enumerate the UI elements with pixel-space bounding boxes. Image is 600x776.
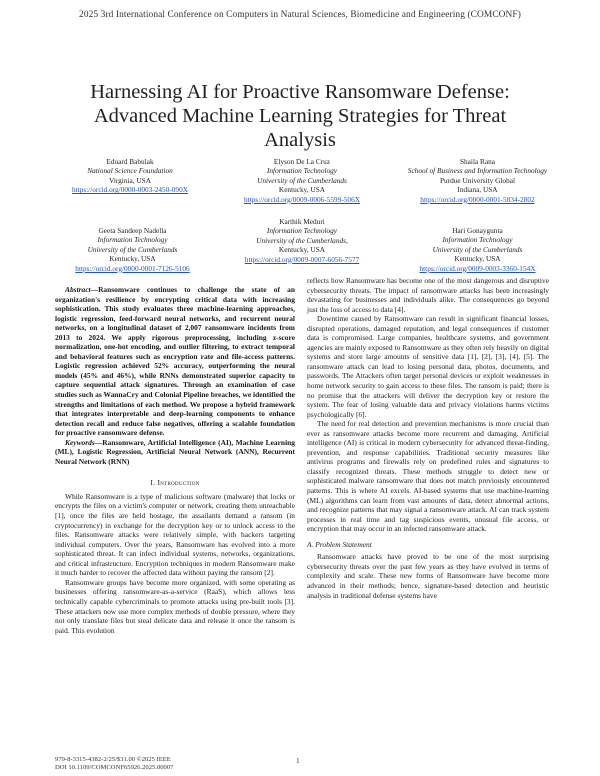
right-column [307, 276, 549, 600]
footer-ids [55, 756, 173, 772]
author-dept: Information Technology [266, 166, 338, 176]
keywords-text: Ransomware, Artificial Intelligence (AI), Machine Learning (ML), Logistic Regression, Artificial Neural Network (ANN), Recurrent Neural Network (RNN) [55, 437, 295, 466]
conference-header: 2025 3rd International Conference on Computers in Natural Sciences, Biomedicine and Engineering (COMCONF) [79, 10, 521, 20]
author-dept: School of Business and Information Technology [407, 166, 548, 176]
author-block-6 [395, 226, 560, 273]
page-number: 1 [296, 757, 300, 765]
author-name: Shaila Rana [459, 157, 496, 166]
keywords [55, 438, 295, 467]
paragraph: Downtime caused by Ransomware can result in significant financial losses, disrupted operations, damaged reputation, and legal consequences if customer data is compromised. Large companies, healthcare systems, and government agencies are mainly exposed to Ransomware as they often rely heavily on digital systems and store large amounts of sensitive data [1], [2], [3], [4], [5]. The ransomware attack can lead to losing personal data, photos, documents, and passwords. The Attackers often target personal devices or exploit weaknesses in home network security to gain access to these files. The ransom is paid; there is no promise that the attackers will deliver the decryption key or restore the system. The fear of losing valuable data and privacy violations harms victims psychologically [6]. [307, 314, 549, 419]
author-block-2 [222, 157, 382, 204]
author-orcid-link[interactable]: https://orcid.org/0000-0001-5834-2802 [420, 194, 535, 204]
author-dept: Information Technology [97, 235, 168, 245]
author-location: Virginia, USA [109, 175, 151, 185]
author-orcid-link[interactable]: https://orcid.org/0000-0001-7126-5106 [75, 263, 190, 273]
keywords-label: Keywords— [65, 437, 103, 447]
subsection-heading-problem-statement: A. Problem Statement [307, 539, 372, 549]
left-column [55, 285, 295, 635]
author-orcid-link[interactable]: https://orcid.org/0009-0007-6056-7577 [244, 254, 360, 264]
author-location: Kentucky, USA [278, 245, 326, 255]
author-orcid-link[interactable]: https://orcid.org/0009-0003-3360-154X [419, 263, 536, 273]
author-org: University of the Cumberlands, [256, 235, 348, 245]
author-name: Hari Gonaygunta [452, 226, 503, 235]
author-block-3 [395, 157, 560, 204]
author-org: University of the Cumberlands [87, 244, 178, 254]
author-org: University of the Cumberlands [257, 175, 347, 185]
paragraph: Ransomware attacks have proved to be one of the most surprising cybersecurity threats over the past few years as they have evolved in terms of complexity and scale. These new forms of Ransomware have become more advanced in their methods; hence, signature-based detection and heuristic analysis in traditional defense systems have [307, 552, 549, 600]
author-name: Geeta Sandeep Nadella [98, 226, 167, 235]
author-dept: National Science Foundation [87, 166, 173, 176]
paragraph: Ransomware groups have become more organized, with some operating as businesses offering ransomware-as-a-service (RaaS), which allows less technically capable cybercriminals to promote attacks using pre-built tools [3]. These attackers now use more complex methods of double pressure, where they not only translate files but steal delicate data and release it once the ransom is paid. This evolution [55, 577, 295, 635]
author-org: University of the Cumberlands [432, 244, 523, 254]
author-location: Kentucky, USA [454, 254, 501, 264]
footer-doi: DOI 10.1109/COMCONF65926.2025.00007 [55, 764, 174, 772]
author-orcid-link[interactable]: https://orcid.org/0009-0006-5599-506X [244, 194, 360, 204]
author-location: Kentucky, USA [278, 185, 326, 195]
abstract-label: Abstract— [65, 285, 99, 294]
footer-isbn: 979-8-3315-4382-2/25/$31.00 ©2025 IEEE [55, 756, 171, 763]
author-dept: Information Technology [266, 226, 338, 236]
author-name: Elyson De La Cruz [273, 157, 331, 166]
author-block-4 [55, 226, 210, 273]
paragraph: While Ransomware is a type of malicious software (malware) that locks or encrypts the files on a victim's computer or network, creating them unreachable [1], once the files are held hostage, the assailants demand a ransom (in cryptocurrency) in exchange for the decryption key or to unlock access to the files. Ransomware attacks were relatively simple, with hackers targeting individual computers. Over the years, Ransomware has evolved into a more sophisticated threat. It can infect individual systems, networks, organizations, and critical infrastructure. Encryption techniques in modern Ransomware make it much harder to recover the affected data without paying the ransom [2]. [55, 491, 295, 578]
author-location: Kentucky, USA [109, 254, 156, 264]
abstract [55, 285, 295, 438]
author-block-1 [55, 157, 205, 195]
author-orcid-link[interactable]: https://orcid.org/0000-0003-2450-090X [72, 185, 188, 195]
abstract-text: Ransomware continues to challenge the state of an organization's resilience by encrypting critical data with increasing sophistication. This study evaluates three machine-learning approaches, logistic regression, feed-forward neural networks, and recurrent neural networks, on a longitudinal dataset of 2,007 ransomware incidents from 2013 to 2024. We apply rigorous preprocessing, including z-score normalization, one-hot encoding, and outlier filtering, to extract temporal and behavioral features such as encryption rate and file-access patterns. Logistic regression achieved 52% accuracy, outperforming the neural models (45% and 46%), while RNNs demonstrated superior capacity to capture sequential attack signatures. Through an examination of case studies such as WannaCry and Colonial Pipeline breaches, we identified the strengths and limitations of each method. We propose a hybrid framework that integrates interpretable and deep-learning components to enhance detection recall and reduce false negatives, offering a scalable foundation for proactive ransomware defense. [55, 285, 295, 438]
author-name: Eduard Babulak [106, 157, 154, 166]
paragraph: The need for real detection and prevention mechanisms is more crucial than ever as ransomware attacks become more recurrent and damaging. Artificial intelligence (AI) is critical in modern cybersecurity for advanced threat-finding, prevention, and response capabilities. Traditional security measures like antivirus programs and firewalls rely on predefined rules and signatures to classify recognized threats. These methods struggle to detect new or sophisticated malware ransomware that does not match previously encountered patterns. This is where AI excels. AI-based systems that use machine-learning (ML) algorithms can learn from vast amounts of data, detect abnormal actions, and recognize patterns that may signal a ransomware attack. AI can track system processes in real time and tag suspicious events, unusual file access, or encryption that may occur in an infected ransomware attack. [307, 419, 549, 534]
paragraph: reflects how Ransomware has become one of the most dangerous and disruptive cybersecurity threats. The impact of ransomware attacks has been increasingly devastating for businesses and individuals alike. The consequences go beyond just the loss of access to data [4]. [307, 276, 549, 314]
paper-title: Harnessing AI for Proactive Ransomware Defense: Advanced Machine Learning Strategies for Threat Analysis [90, 81, 510, 151]
author-org: Purdue University Global [440, 175, 515, 185]
author-name: Karthik Meduri [279, 217, 325, 226]
author-location: Indiana, USA [457, 185, 498, 195]
section-heading-introduction: I. Introduction [150, 478, 200, 488]
author-dept: Information Technology [442, 235, 513, 245]
author-block-5 [222, 217, 382, 264]
